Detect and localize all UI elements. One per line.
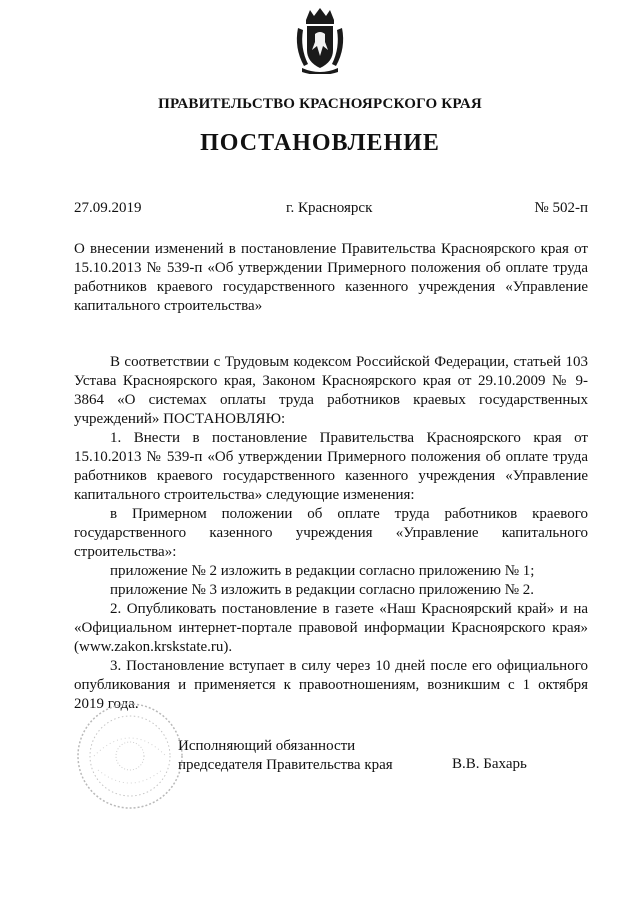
body-paragraph-item-2: 2. Опубликовать постановление в газете «Наш Красноярский край» и на «Официальном интернет-портале правовой информации Красноярского края» (www.zakon.krskstate.ru). [74, 601, 588, 655]
body-paragraph-item-3: 3. Постановление вступает в силу через 10 дней после его официального опубликования и применяется к правоотношениям, возникшим с 1 октября 2019 года. [74, 658, 588, 712]
document-city: г. Красноярск [286, 200, 373, 216]
signatory-position [178, 737, 428, 775]
signatory-name: В.В. Бахарь [452, 756, 527, 772]
document-subject: О внесении изменений в постановление Правительства Красноярского края от 15.10.2013 № 539-п «Об утверждении Примерного положения об оплате труда работников краевого государственного казенного учреждения «Управление капитального строительства» [74, 241, 588, 314]
body-paragraph-preamble: В соответствии с Трудовым кодексом Российской Федерации, статьей 103 Устава Красноярского края, Законом Красноярского края от 29.10.2009 № 9-3864 «О системах оплаты труда работников краевых государственных учреждений» ПОСТАНОВЛЯЮ: [74, 354, 588, 427]
document-date: 27.09.2019 [74, 200, 142, 216]
signatory-position-line-1: Исполняющий обязанности [178, 738, 356, 754]
body-paragraph-item-1-sub: в Примерном положении об оплате труда работников краевого государственного казенного учреждения «Управление капитального строительства»: [74, 506, 588, 560]
body-paragraph-appendix-2: приложение № 2 изложить в редакции согласно приложению № 1; [110, 563, 535, 579]
government-title: ПРАВИТЕЛЬСТВО КРАСНОЯРСКОГО КРАЯ [158, 96, 482, 112]
document-body [74, 353, 588, 714]
krasnoyarsk-coat-of-arms-icon [292, 6, 348, 74]
round-seal-stamp-icon [74, 700, 186, 812]
document-type-heading: ПОСТАНОВЛЕНИЕ [200, 130, 440, 156]
body-paragraph-item-1: 1. Внести в постановление Правительства Красноярского края от 15.10.2013 № 539-п «Об утверждении Примерного положения об оплате труда работников краевого государственного казенного учреждения «Управление капитального строительства» следующие изменения: [74, 430, 588, 503]
body-paragraph-appendix-3: приложение № 3 изложить в редакции согласно приложению № 2. [110, 582, 535, 598]
document-number: № 502-п [534, 200, 588, 216]
signatory-position-line-2: председателя Правительства края [178, 757, 393, 773]
document-meta-line [74, 200, 588, 220]
